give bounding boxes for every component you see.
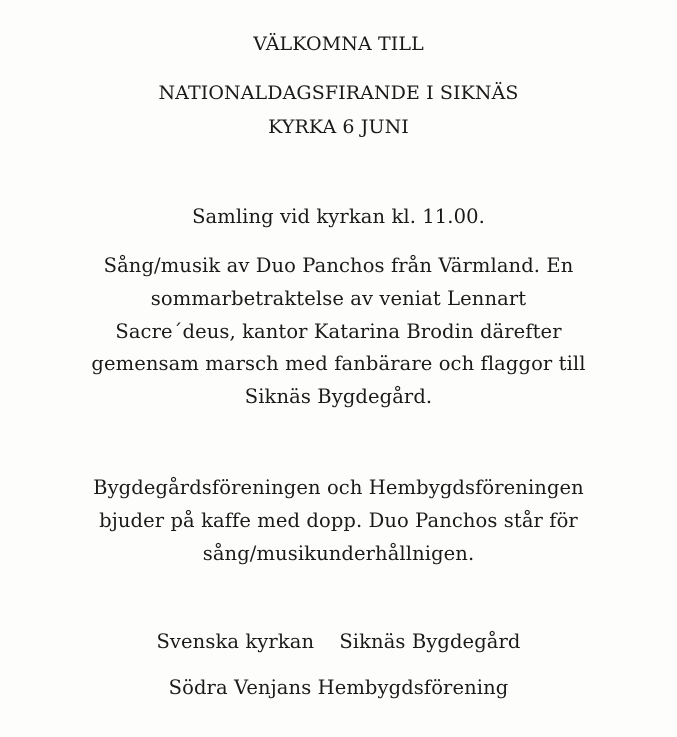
program-line: Sacre´deus, kantor Katarina Brodin därefter <box>115 320 562 343</box>
title-place-date: KYRKA 6 JUNI <box>268 116 409 138</box>
gathering-time: Samling vid kyrkan kl. 11.00. <box>192 205 485 228</box>
coffee-line: sång/musikunderhållnigen. <box>202 542 475 565</box>
coffee-line: Bygdegårdsföreningen och Hembygdsföreningen <box>93 476 584 499</box>
program-line: sommarbetraktelse av veniat Lennart <box>150 287 527 310</box>
organizers-line: Södra Venjans Hembygdsförening <box>168 676 509 699</box>
coffee-line: bjuder på kaffe med dopp. Duo Panchos står för <box>99 509 578 532</box>
program-line: Sång/musik av Duo Panchos från Värmland. En <box>103 254 574 277</box>
organizers-line: Svenska kyrkan Siknäs Bygdegård <box>156 630 521 653</box>
title-event: NATIONALDAGSFIRANDE I SIKNÄS <box>158 82 519 104</box>
title-welcome: VÄLKOMNA TILL <box>253 33 424 55</box>
program-line: Siknäs Bygdegård. <box>244 385 433 408</box>
program-line: gemensam marsch med fanbärare och flaggor till <box>91 352 586 375</box>
